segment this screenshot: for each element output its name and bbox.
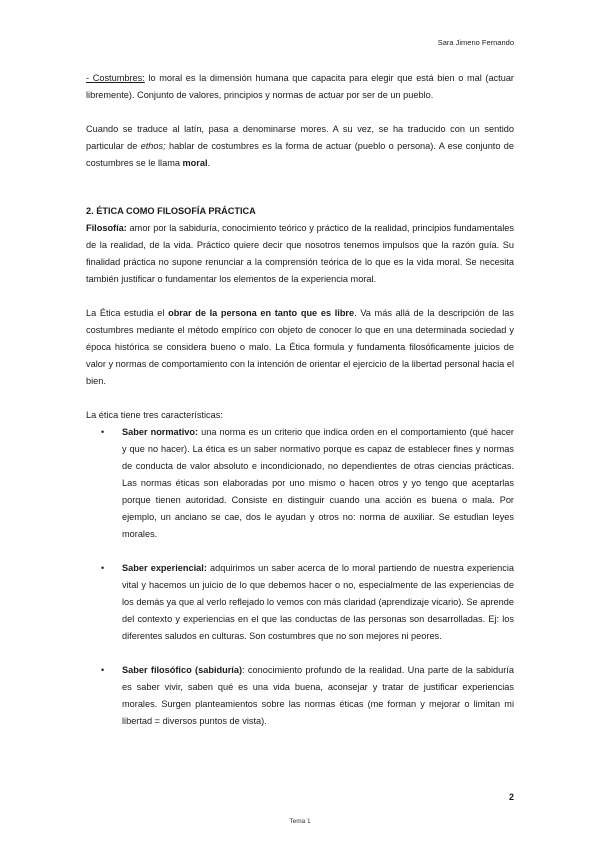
characteristics-list <box>86 424 514 730</box>
bullet-icon: • <box>101 427 105 437</box>
characteristics-intro: La ética tiene tres características: <box>86 410 223 420</box>
paragraph-etica <box>86 305 514 390</box>
characteristic-text: una norma es un criterio que indica orden en el comportamiento (qué hacer y que no hacer). La ética es un saber normativo porque es capaz de establecer fines y normas de conducta de valor absoluto e incondicionado, no dependientes de otras ciencias prácticas. Las normas éticas son elaboradas por uno mismo o hacen otros y yo tengo que aceptarlas porque tienen autoridad. Consiste en distinguir cuando una acción es buena o mala. Por ejemplo, un anciano se cae, dos le ayudan y otros no: norma de auxiliar. Se estudian leyes morales. <box>122 427 514 539</box>
list-item <box>86 560 514 645</box>
paragraph-costumbres <box>86 70 514 104</box>
etica-bold: obrar de la persona en tanto que es libre <box>168 308 355 318</box>
header-author: Sara Jimeno Fernando <box>437 38 514 47</box>
filosofia-label: Filosofía: <box>86 223 127 233</box>
characteristic-label: Saber experiencial: <box>122 563 207 573</box>
characteristic-text: adquirimos un saber acerca de lo moral partiendo de nuestra experiencia vital y hacemos un juicio de lo que debemos hacer o no, especialmente de las experiencias de los demás ya que al verlo reflejado lo vemos con más claridad (aprendizaje vicario). Se aprende del contexto y experiencias en el que las conductas de las personas son desarrolladas. Ej: los diferentes saludos en culturas. Son costumbres que no son mejores ni peores. <box>122 563 514 641</box>
characteristic-label: Saber filosófico (sabiduría) <box>122 665 243 675</box>
section-title: 2. ÉTICA COMO FILOSOFÍA PRÁCTICA <box>86 206 256 216</box>
bullet-icon: • <box>101 665 105 675</box>
characteristic-label: Saber normativo: <box>122 427 199 437</box>
latin-text-a: Cuando se traduce al latín, pasa a denominarse mores. A su vez, se ha traducido con un sentido particular de <box>86 124 514 151</box>
list-item <box>86 424 514 543</box>
document-body <box>86 70 514 730</box>
ethos-term: ethos; <box>140 141 166 151</box>
moral-term: moral <box>182 158 208 168</box>
bullet-icon: • <box>101 563 105 573</box>
latin-text-b: hablar de costumbres es la forma de actuar (pueblo o persona). A ese conjunto de costumbres se le llama <box>86 141 514 168</box>
footer-label: Tema 1 <box>289 818 311 825</box>
paragraph-latin <box>86 121 514 172</box>
paragraph-filosofia <box>86 220 514 288</box>
filosofia-text: amor por la sabiduría, conocimiento teórico y práctico de la realidad, principios fundamentales de la realidad, de la vida. Práctico quiere decir que nosotros tenemos impulsos que la razón guía. Su finalidad práctica no supone renunciar a la comprensión teórica de lo que es la vida moral. Se necesita también justificar o fundamentar los elementos de la experiencia moral. <box>86 223 514 284</box>
costumbres-text: lo moral es la dimensión humana que capacita para elegir que está bien o mal (actuar libremente). Conjunto de valores, principios y normas de actuar por ser de un pueblo. <box>86 73 514 100</box>
costumbres-label: - Costumbres: <box>86 73 145 83</box>
etica-text-a: La Ética estudia el <box>86 308 169 318</box>
characteristic-text: : conocimiento profundo de la realidad. Una parte de la sabiduría es saber vivir, saben qué es una vida buena, aconsejar y tratar de justificar experiencias morales. Surgen planteamientos sobre las normas éticas (me forman y mejorar o limitan mi libertad = diversos puntos de vista). <box>122 665 515 726</box>
page-number: 2 <box>508 792 514 802</box>
list-item <box>86 662 514 730</box>
latin-text-end: . <box>207 158 211 168</box>
etica-text-b: . Va más allá de la descripción de las costumbres mediante el método empírico con objeto de conocer lo que en una determinada sociedad y época histórica se considera bueno o malo. La Ética formula y fundamenta filosóficamente juicios de valor y normas de comportamiento con la intención de orientar el ejercicio de la libertad personal hacia el bien. <box>86 308 514 386</box>
